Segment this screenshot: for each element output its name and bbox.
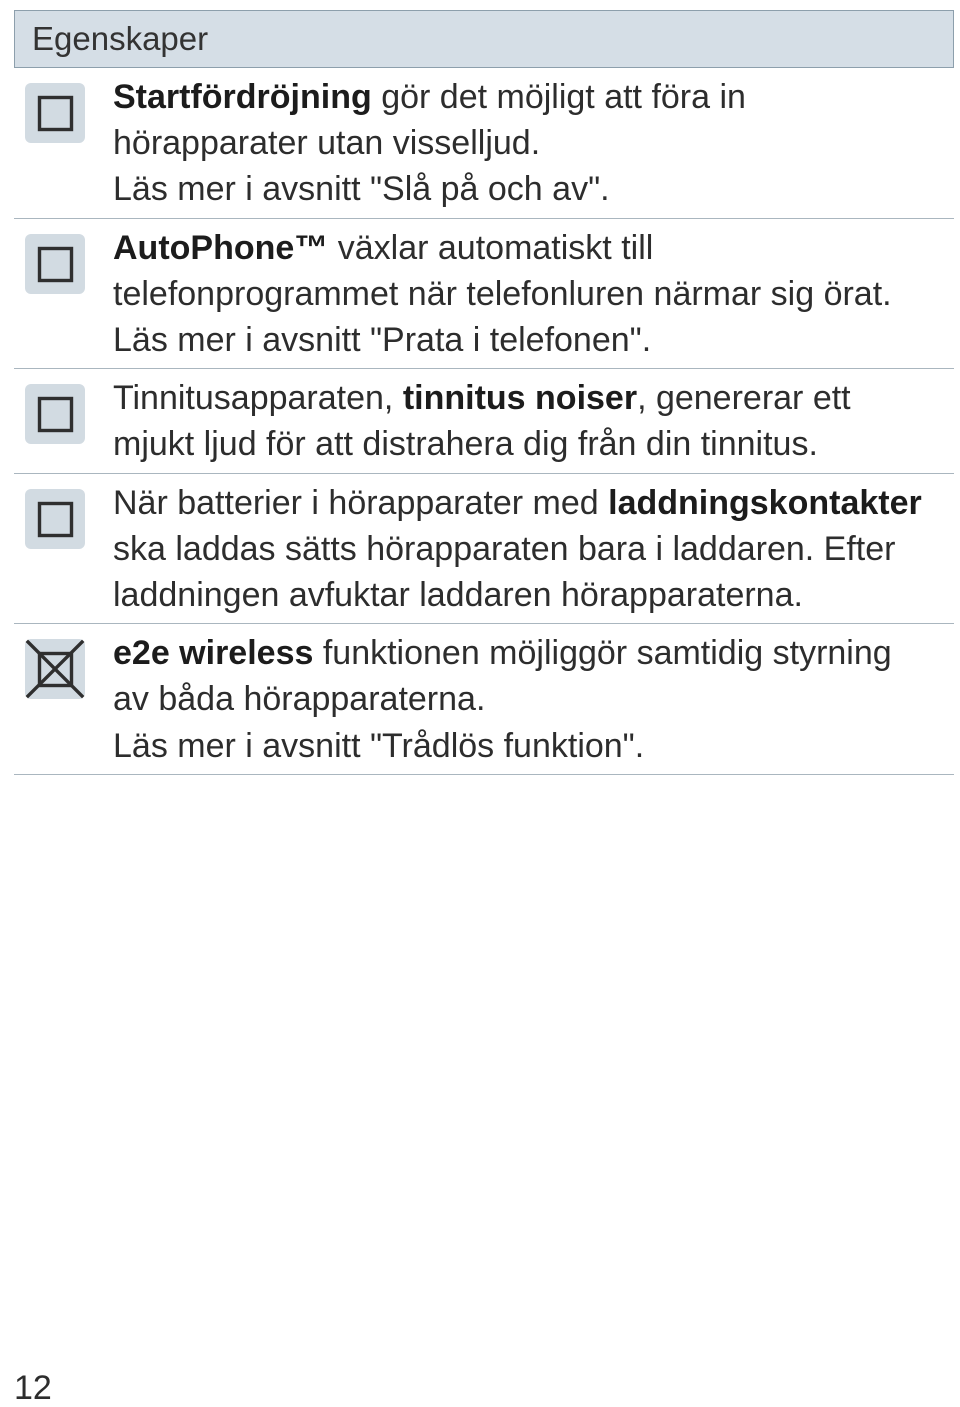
feature-item [14,369,954,473]
text-line [113,676,954,722]
feature-reference: Läs mer i avsnitt "Slå på och av". [113,170,610,209]
feature-reference: Läs mer i avsnitt "Prata i telefonen". [113,321,652,360]
feature-text: mjukt ljud för att distrahera dig från din tinnitus. [113,425,818,464]
checkbox-icon [25,83,85,143]
text-line [113,421,954,467]
text-line [113,74,954,120]
checkbox-icon [25,234,85,294]
feature-text: hörapparater utan visselljud. [113,124,541,163]
feature-text: Tinnitusapparaten, [113,379,403,418]
page-number: 12 [14,1369,52,1407]
text-line [113,480,954,526]
feature-checkbox[interactable] [25,83,85,143]
checkbox-background [25,384,85,444]
feature-list [14,68,954,775]
feature-checkbox[interactable] [25,234,85,294]
section-title: Egenskaper [32,20,209,57]
feature-text: växlar automatiskt till [328,228,654,267]
feature-text: När batterier i hörapparater med [113,483,609,522]
text-line [113,723,954,769]
feature-term: AutoPhone™ [113,228,329,267]
checkbox-background [25,83,85,143]
checkbox-icon [25,489,85,549]
text-line [113,120,954,166]
text-line [113,271,954,317]
feature-text: funktionen möjliggör samtidig styrning [313,634,892,673]
feature-term: tinnitus noiser [402,379,638,418]
feature-text: , genererar ett [637,379,851,418]
text-line [113,317,954,363]
text-line [113,166,954,212]
feature-item [14,474,954,625]
feature-term: laddningskontakter [608,483,922,522]
feature-item [14,219,954,370]
feature-item [14,624,954,775]
feature-text: gör det möjligt att föra in [371,78,746,116]
feature-term: e2e wireless [113,634,314,673]
feature-term: Startfördröjning [113,78,372,116]
text-line [113,526,954,572]
checkbox-background [25,489,85,549]
text-line [113,225,954,271]
feature-checkbox[interactable] [25,639,85,699]
feature-checkbox[interactable] [25,384,85,444]
feature-text: ska laddas sätts hörapparaten bara i laddaren. Efter [113,529,896,568]
text-line [113,375,954,421]
checkbox-background [25,234,85,294]
text-line [113,630,954,676]
feature-text: telefonprogrammet när telefonluren närmar sig örat. [113,274,892,313]
feature-reference: Läs mer i avsnitt "Trådlös funktion". [113,726,645,765]
feature-text: laddningen avfuktar laddaren hörapparaterna. [113,576,803,615]
checkbox-icon [25,384,85,444]
checkbox-icon [25,639,85,699]
text-line [113,572,954,618]
section-header [14,10,954,68]
feature-checkbox[interactable] [25,489,85,549]
feature-text: av båda hörapparaterna. [113,680,486,719]
feature-item [14,68,954,219]
